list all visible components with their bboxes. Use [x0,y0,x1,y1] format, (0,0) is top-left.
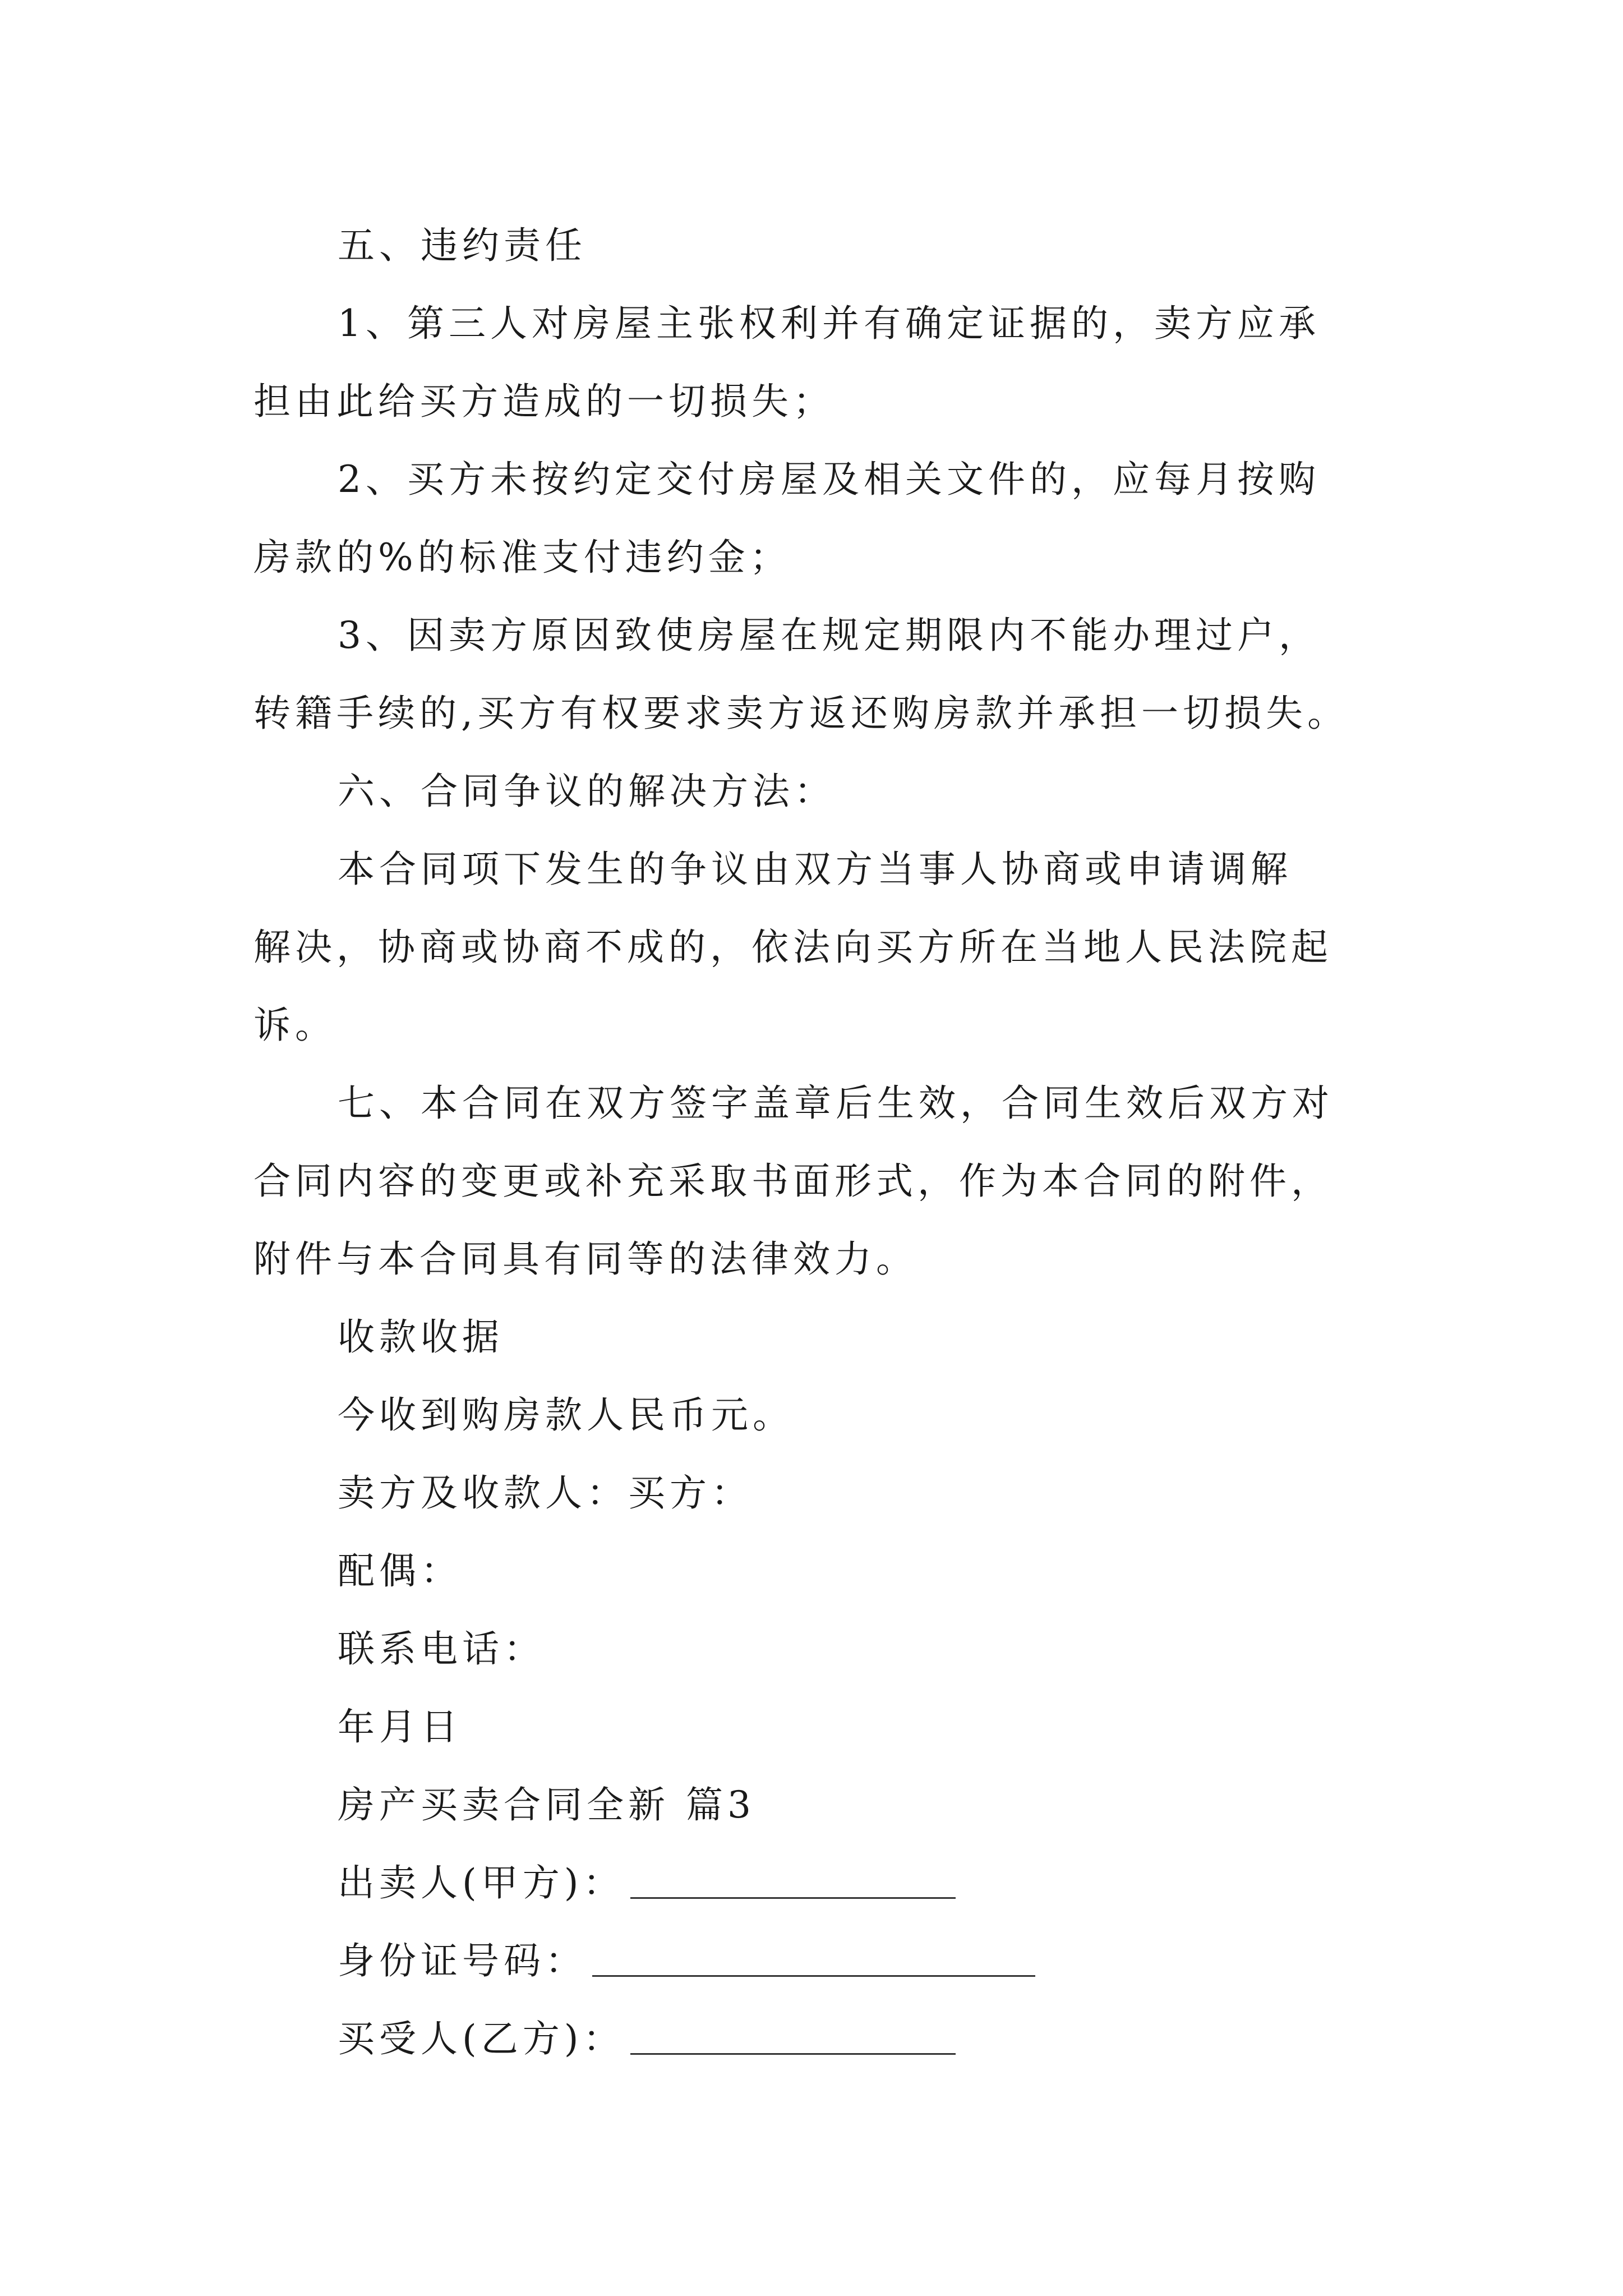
receipt-title [253,1298,1381,1376]
text-line: 转籍手续的,买方有权要求卖方返还购房款并承担一切损失。 [253,692,1349,735]
section-6-title [253,752,1381,830]
receipt-parties [253,1454,1381,1532]
text-line [253,1844,1381,1922]
buyer-label: 买受人(乙方)： [338,2017,625,2060]
text-line: 本合同项下发生的争议由双方当事人协商或申请调解 [338,848,1292,891]
section-5-title [253,206,1381,284]
buyer-field-row [253,2000,1381,2078]
text-line: 3、因卖方原因致使房屋在规定期限内不能办理过户， [338,614,1320,657]
seller-label: 出卖人(甲方)： [338,1861,625,1904]
id-label: 身份证号码： [338,1939,587,1982]
section-6-body [253,830,1381,1064]
text-line: 卖方及收款人：买方： [338,1471,753,1515]
seller-blank-line [630,1858,956,1899]
text-line: 五、违约责任 [338,224,587,267]
text-line: 年月日 [338,1705,462,1749]
text-line: 合同内容的变更或补充采取书面形式，作为本合同的附件， [253,1159,1332,1203]
text-line: 六、合同争议的解决方法： [338,770,836,813]
text-line: 收款收据 [338,1315,504,1359]
text-line: 联系电话： [338,1627,545,1671]
text-line: 2、买方未按约定交付房屋及相关文件的，应每月按购 [338,458,1320,501]
text-line: 1、第三人对房屋主张权利并有确定证据的，卖方应承 [338,302,1320,345]
buyer-blank-line [630,2014,956,2055]
text-line: 今收到购房款人民币元。 [338,1393,794,1437]
receipt-received [253,1376,1381,1454]
text-line: 房产买卖合同全新 篇3 [338,1783,755,1826]
text-line: 七、本合同在双方签字盖章后生效，合同生效后双方对 [338,1082,1334,1125]
id-field-row [253,1922,1381,2000]
receipt-spouse [253,1532,1381,1610]
id-blank-line [592,1936,1035,1977]
text-line: 配偶： [338,1549,462,1593]
text-line: 解决，协商或协商不成的，依法向买方所在当地人民法院起 [253,926,1332,969]
text-line: 担由此给买方造成的一切损失； [253,380,834,423]
text-line: 诉。 [253,1004,336,1047]
next-contract-heading [253,1766,1381,1844]
receipt-date [253,1688,1381,1766]
receipt-phone [253,1610,1381,1688]
text-line [253,1922,1381,2000]
text-line: 附件与本合同具有同等的法律效力。 [253,1237,917,1281]
seller-field-row [253,1844,1381,1922]
clause-5-3 [253,596,1381,752]
document-content [253,206,1381,2078]
clause-5-1 [253,284,1381,440]
text-line: 房款的%的标准支付违约金； [253,536,791,579]
section-7 [253,1064,1381,1298]
clause-5-2 [253,440,1381,596]
text-line [253,2000,1381,2078]
